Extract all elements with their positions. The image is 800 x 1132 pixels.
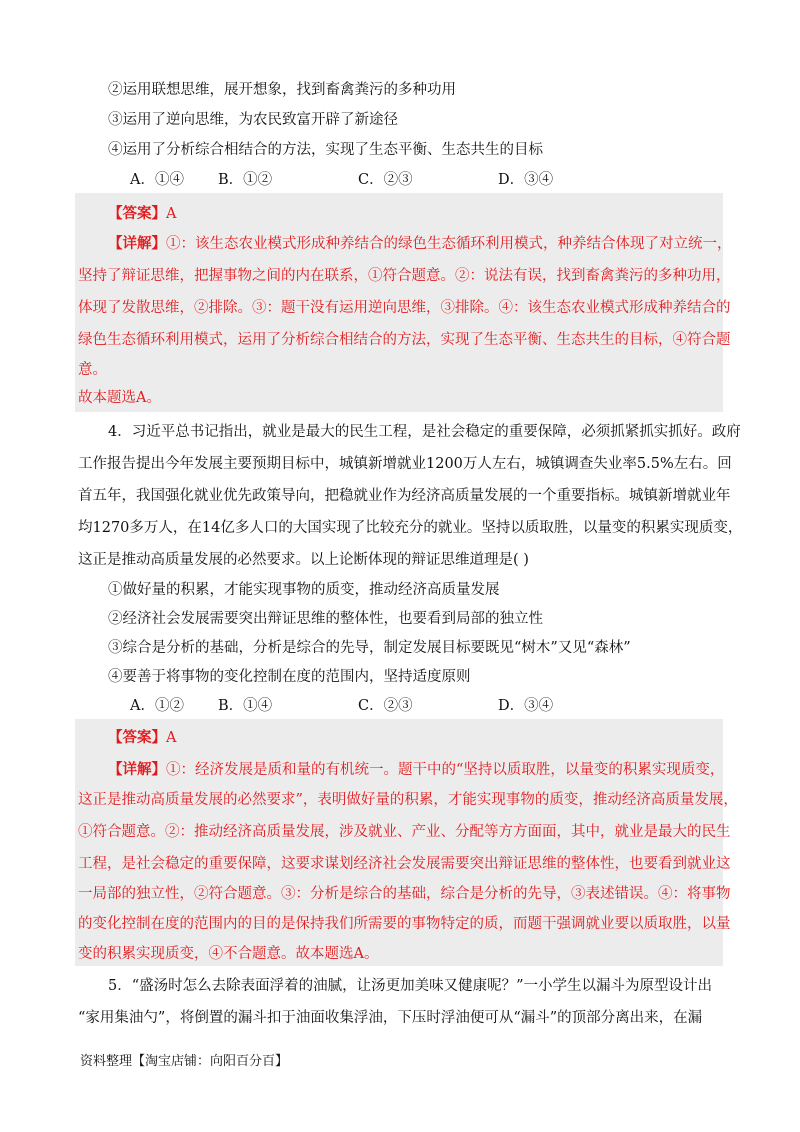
- q4-stem-line-4: 均1270多万人，在14亿多人口的大国实现了比较充分的就业。坚持以质取胜，以量变的积累实现质变，: [78, 520, 743, 536]
- q3-statement-2: ②运用联想思维，展开想象，找到畜禽粪污的多种功用: [108, 82, 456, 98]
- q4-detail-line-7: 变的积累实现质变，④不合题意。故本题选A。: [78, 946, 379, 962]
- q4-stem-line-2: 工作报告提出今年发展主要预期目标中，城镇新增就业1200万人左右，城镇调查失业率5.5%左右。回: [78, 456, 732, 472]
- q3-detail-line-1: [108, 232, 732, 253]
- q5-stem-line-2: “家用集油勺”，将倒置的漏斗扣于油面收集浮油，下压时浮油便可从“漏斗”的顶部分离出来，在漏: [78, 1010, 703, 1026]
- q3-detail-text-1: ①：该生态农业模式形成种养结合的绿色生态循环利用模式，种养结合体现了对立统一，: [166, 236, 732, 252]
- q4-option-a: A．①②: [130, 698, 184, 714]
- q3-option-d: D．③④: [498, 172, 554, 188]
- q3-detail-line-2: 坚持了辩证思维，把握事物之间的内在联系，①符合题意。②：说法有误，找到畜禽粪污的多种功用，: [78, 268, 731, 284]
- q3-answer: [108, 202, 176, 223]
- q4-stem-line-1: 4．习近平总书记指出，就业是最大的民生工程，是社会稳定的重要保障，必须抓紧抓实抓好。政府: [108, 424, 741, 440]
- q3-answer-value: A: [166, 206, 177, 222]
- q3-answer-label: 【答案】: [108, 205, 166, 222]
- q4-answer-label: 【答案】: [108, 729, 166, 746]
- q4-detail-line-3: ①符合题意。②：推动经济高质量发展，涉及就业、产业、分配等方方面面，其中，就业是最大的民生: [78, 824, 731, 840]
- q3-conclusion: 故本题选A。: [78, 390, 161, 406]
- q4-stem-line-3: 首五年，我国强化就业优先政策导向，把稳就业作为经济高质量发展的一个重要指标。城镇新增就业年: [78, 488, 731, 504]
- q5-stem-line-1: 5．“盛汤时怎么去除表面浮着的油腻，让汤更加美味又健康呢？”一小学生以漏斗为原型设计出: [108, 978, 713, 994]
- q3-option-b: B．①②: [218, 172, 273, 188]
- q4-detail-label: 【详解】: [108, 761, 166, 778]
- q4-statement-2: ②经济社会发展需要突出辩证思维的整体性，也要看到局部的独立性: [108, 611, 543, 627]
- q4-option-b: B．①④: [218, 698, 273, 714]
- q4-statement-1: ①做好量的积累，才能实现事物的质变，推动经济高质量发展: [108, 582, 500, 598]
- q3-statement-4: ④运用了分析综合相结合的方法，实现了生态平衡、生态共生的目标: [108, 142, 543, 158]
- q3-detail-line-5: 意。: [78, 362, 107, 378]
- q4-option-d: D．③④: [498, 698, 554, 714]
- q4-answer-value: A: [166, 730, 177, 746]
- q4-detail-text-1: ①：经济发展是质和量的有机统一。题干中的“坚持以质取胜，以量变的积累实现质变，: [166, 762, 725, 778]
- q3-statement-3: ③运用了逆向思维，为农民致富开辟了新途径: [108, 112, 398, 128]
- q4-detail-line-2: 这正是推动高质量发展的必然要求”，表明做好量的积累，才能实现事物的质变，推动经济高质量发展，: [78, 792, 738, 808]
- q4-option-c: C．②③: [358, 698, 413, 714]
- q4-statement-4: ④要善于将事物的变化控制在度的范围内，坚持适度原则: [108, 669, 471, 685]
- q3-detail-label: 【详解】: [108, 235, 166, 252]
- page-footer: 资料整理【淘宝店铺：向阳百分百】: [80, 1054, 289, 1069]
- q3-detail-line-3: 体现了发散思维，②排除。③：题干没有运用逆向思维，③排除。④：该生态农业模式形成种养结合的: [78, 300, 731, 316]
- q3-detail-line-4: 绿色生态循环利用模式，运用了分析综合相结合的方法，实现了生态平衡、生态共生的目标，④符合题: [78, 332, 731, 348]
- q4-detail-line-5: 一局部的独立性，②符合题意。③：分析是综合的基础，综合是分析的先导，③表述错误。④：将事物: [78, 886, 731, 902]
- q4-answer: [108, 726, 176, 747]
- q4-stem-line-5: 这正是推动高质量发展的必然要求。以上论断体现的辩证思维道理是( ): [78, 552, 529, 568]
- q3-option-c: C．②③: [358, 172, 413, 188]
- q4-detail-line-1: [108, 758, 724, 779]
- q3-option-a: A．①④: [130, 172, 184, 188]
- q4-detail-line-6: 的变化控制在度的范围内的目的是保持我们所需要的事物特定的质，而题干强调就业要以质取胜，以量: [78, 916, 731, 932]
- q4-detail-line-4: 工程，是社会稳定的重要保障，这要求谋划经济社会发展需要突出辩证思维的整体性，也要看到就业这: [78, 856, 731, 872]
- q4-statement-3: ③综合是分析的基础，分析是综合的先导，制定发展目标要既见“树木”又见“森林”: [108, 640, 631, 656]
